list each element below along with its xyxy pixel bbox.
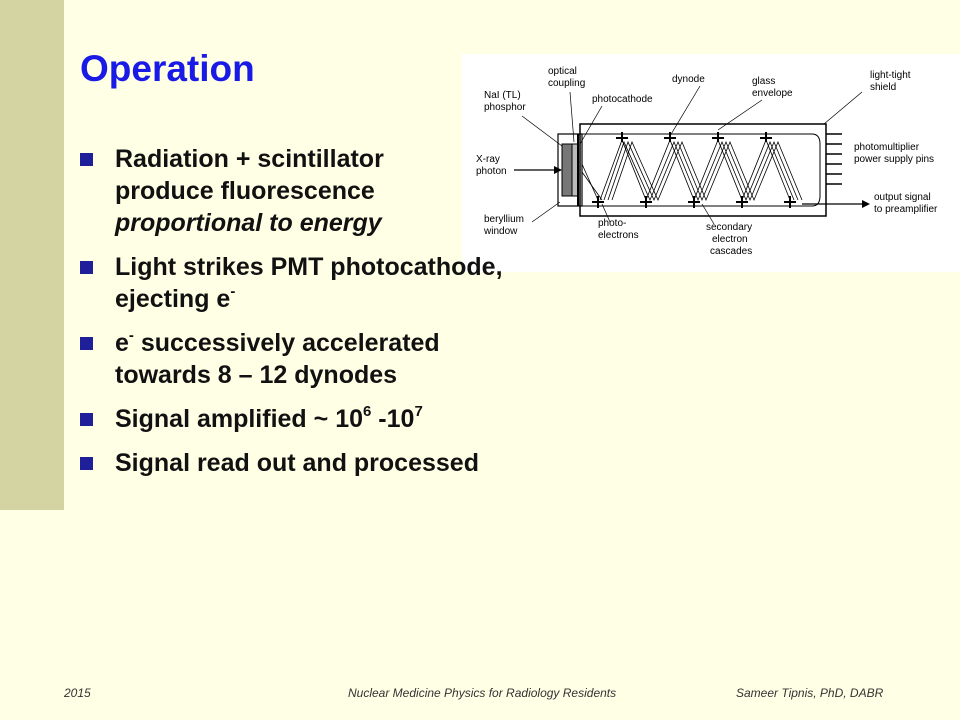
bullet-item: Signal amplified ~ $10^6$ $-10^7$	[80, 403, 530, 435]
bullet-item: e- successively accelerated towards 8 – 12 dynodes	[80, 327, 530, 391]
bullet-square-icon	[80, 153, 93, 166]
electron-cascades	[582, 140, 802, 200]
bullet-square-icon	[80, 413, 93, 426]
svg-text:photocathode: photocathode	[592, 94, 653, 105]
svg-text:photomultiplier: photomultiplier	[854, 142, 920, 153]
power-supply-pins	[826, 134, 842, 184]
slide-title: Operation	[80, 48, 255, 89]
svg-text:X-ray: X-ray	[476, 154, 500, 165]
footer-course: Nuclear Medicine Physics for Radiology Residents	[348, 686, 617, 700]
svg-text:to preamplifier: to preamplifier	[874, 204, 938, 215]
bullet-item: Radiation + scintillator produce fluorescence proportional to energy	[80, 143, 530, 239]
svg-text:dynode: dynode	[672, 74, 705, 85]
nai-crystal	[562, 144, 572, 196]
svg-text:shield: shield	[870, 82, 897, 93]
svg-text:photo-: photo-	[598, 218, 627, 229]
svg-text:secondary: secondary	[706, 222, 753, 233]
bullet-square-icon	[80, 457, 93, 470]
bullet-item: Signal read out and processed	[80, 447, 530, 479]
svg-text:glass: glass	[752, 76, 776, 87]
bullet-item: Light strikes PMT photocathode, ejecting e-	[80, 251, 530, 315]
svg-text:photon: photon	[476, 166, 507, 177]
svg-text:window: window	[484, 226, 518, 237]
svg-text:beryllium: beryllium	[484, 214, 525, 225]
svg-text:NaI (TL): NaI (TL)	[484, 90, 521, 101]
svg-text:phosphor: phosphor	[484, 102, 526, 113]
bullet-square-icon	[80, 261, 93, 274]
svg-text:electrons: electrons	[598, 230, 639, 241]
svg-text:envelope: envelope	[752, 88, 793, 99]
bullet-square-icon	[80, 337, 93, 350]
glass-envelope	[582, 134, 820, 206]
svg-text:optical: optical	[548, 66, 577, 77]
footer-year: 2015	[64, 686, 91, 700]
svg-text:electron: electron	[712, 234, 748, 245]
bullet-list	[80, 143, 530, 491]
footer-author: Sameer Tipnis, PhD, DABR	[736, 686, 884, 700]
pmt-diagram	[462, 54, 960, 272]
svg-text:light-tight: light-tight	[870, 70, 911, 81]
svg-text:coupling: coupling	[548, 78, 586, 89]
sidebar-accent	[0, 0, 64, 510]
svg-text:cascades: cascades	[710, 246, 753, 257]
svg-text:power supply pins: power supply pins	[854, 154, 935, 165]
svg-text:output signal: output signal	[874, 192, 931, 203]
